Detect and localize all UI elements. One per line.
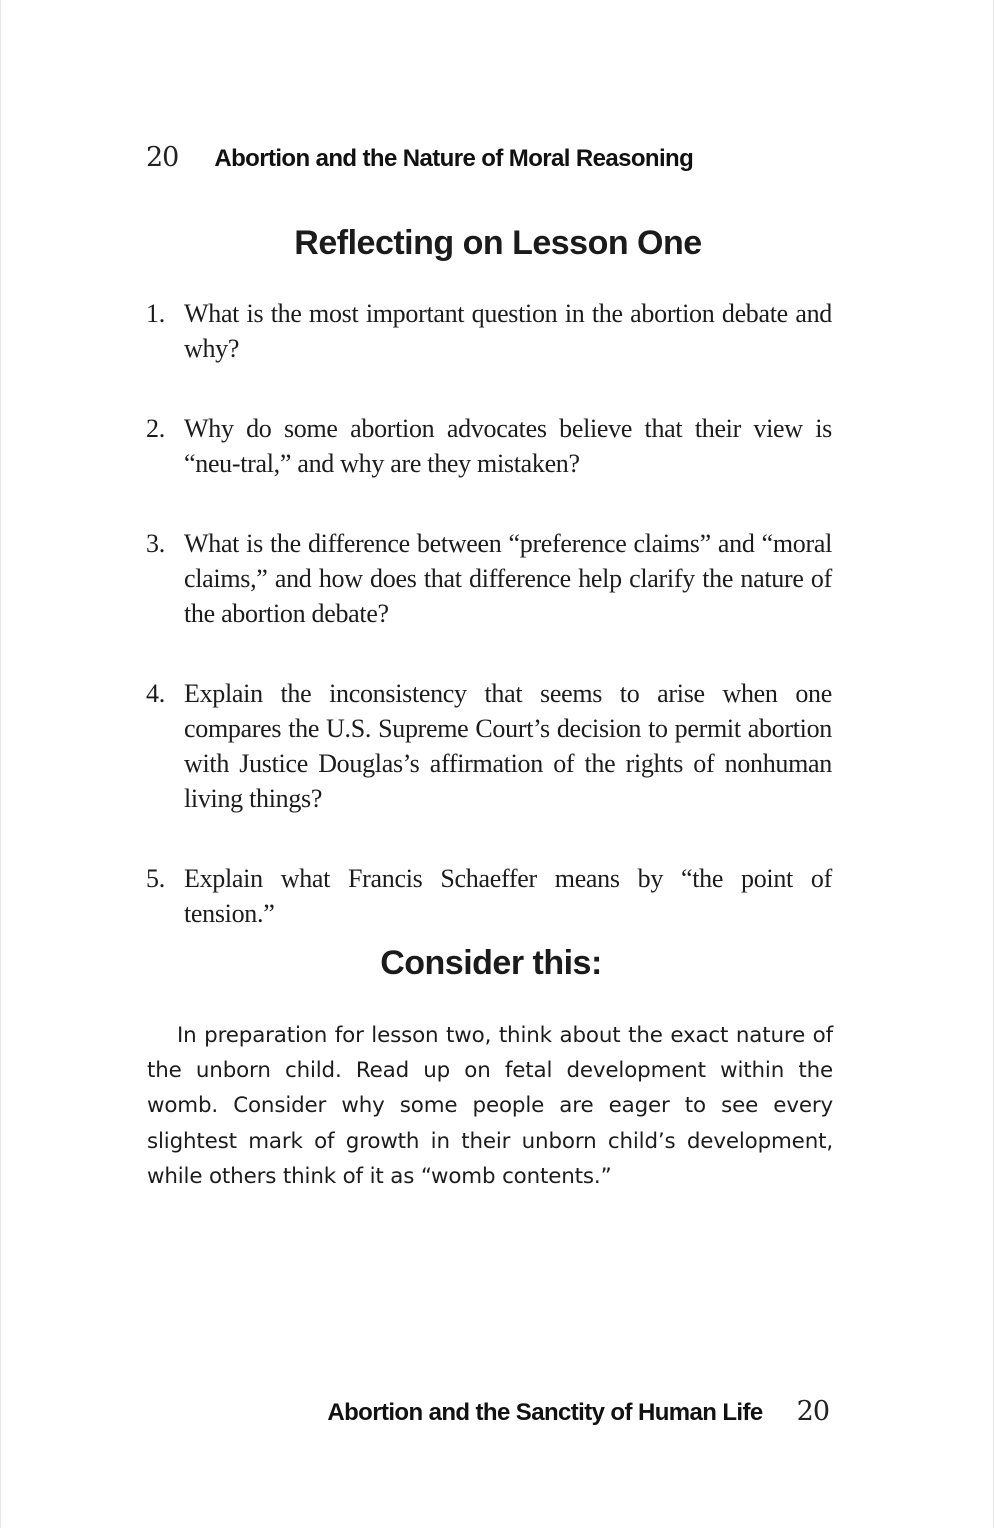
- question-number: 5.: [146, 864, 165, 893]
- section-title-reflecting: Reflecting on Lesson One: [294, 224, 702, 262]
- question-list: [146, 296, 832, 931]
- question-item: [146, 411, 832, 481]
- question-number: 1.: [146, 299, 165, 328]
- question-item: [146, 296, 832, 366]
- consider-paragraph: In preparation for lesson two, think about the exact nature of the unborn child. Read up on fetal development within the womb. Consider why some people are eager to see every slightest mark of growth in their unborn child’s development, while others think of it as “womb contents.”: [147, 1023, 833, 1189]
- section-title-consider: Consider this:: [380, 944, 602, 982]
- question-text: What is the most important question in the abortion debate and why?: [184, 299, 832, 363]
- question-item: [146, 526, 832, 631]
- header-running-title: Abortion and the Nature of Moral Reasoning: [214, 145, 694, 172]
- footer-page-number: 20: [796, 1396, 829, 1427]
- question-number: 2.: [146, 414, 165, 443]
- header-page-number: 20: [146, 142, 179, 173]
- question-number: 3.: [146, 529, 165, 558]
- footer-running-title: Abortion and the Sanctity of Human Life: [327, 1399, 763, 1426]
- running-footer: [327, 1396, 829, 1427]
- question-number: 4.: [146, 679, 165, 708]
- question-item: [146, 676, 832, 816]
- question-text: Explain what Francis Schaeffer means by “the point of tension.”: [184, 864, 832, 928]
- question-item: [146, 861, 832, 931]
- question-text: What is the difference between “preference claims” and “moral claims,” and how does that difference help clarify the nature of the abortion debate?: [184, 529, 832, 628]
- question-text: Why do some abortion advocates believe that their view is “neu-tral,” and why are they mistaken?: [184, 414, 832, 478]
- question-text: Explain the inconsistency that seems to arise when one compares the U.S. Supreme Court’s decision to permit abortion with Justice Douglas’s affirmation of the rights of nonhuman living things?: [184, 679, 832, 813]
- running-header: [146, 142, 693, 173]
